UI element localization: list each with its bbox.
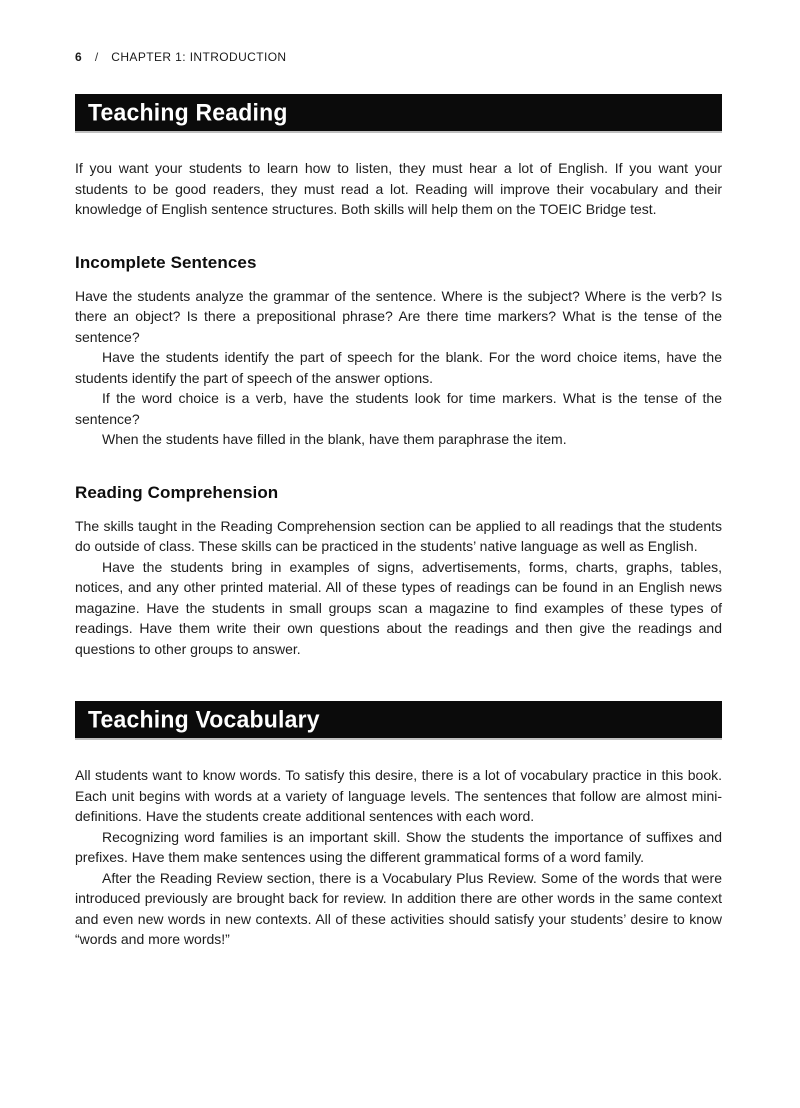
paragraph: Have the students analyze the grammar of the sentence. Where is the subject? Where is the verb? Is there an object? Is there a prepositional phrase? Are there time markers? What is the tense of the sentence?	[75, 287, 722, 345]
paragraph-reading-intro: If you want your students to learn how to listen, they must hear a lot of English. If you want your students to be good readers, they must read a lot. Reading will improve their vocabulary and their knowledge of English sentence structures. Both skills will help them on the TOEIC Bridge test.	[75, 160, 722, 217]
subsection-heading-reading-comprehension: Reading Comprehension	[75, 482, 279, 502]
paragraph: When the students have filled in the blank, have them paraphrase the item.	[102, 431, 567, 447]
section-banner-teaching-vocabulary	[75, 701, 722, 738]
page-header	[75, 50, 722, 64]
paragraph: Have the students identify the part of speech for the blank. For the word choice items, have the students identify the part of speech of the answer options.	[75, 349, 722, 386]
paragraph: The skills taught in the Reading Comprehension section can be applied to all readings that the students do outside of class. These skills can be practiced in the students’ native language as well as English.	[75, 517, 722, 554]
section-teaching-reading	[75, 94, 722, 659]
subsection-heading-incomplete-sentences: Incomplete Sentences	[75, 252, 257, 272]
page-number: 6	[75, 50, 83, 64]
banner-title: Teaching Reading	[88, 98, 288, 126]
banner-title: Teaching Vocabulary	[88, 705, 320, 733]
paragraph: After the Reading Review section, there is a Vocabulary Plus Review. Some of the words that were introduced previously are brought back for review. In addition there are other words in the same context and even new words in new contexts. All of these activities should satisfy your students’ desire to know “words and more words!”	[75, 869, 722, 947]
paragraph: If the word choice is a verb, have the students look for time markers. What is the tense of the sentence?	[75, 390, 722, 427]
paragraph: Recognizing word families is an important skill. Show the students the importance of suffixes and prefixes. Have them make sentences using the different grammatical forms of a word family.	[75, 828, 722, 865]
section-teaching-vocabulary	[75, 701, 722, 950]
paragraph: Have the students bring in examples of signs, advertisements, forms, charts, graphs, tables, notices, and any other printed material. All of these types of readings can be found in an English news magazine. Have the students in small groups scan a magazine to find examples of these types of readings. Have them write their own questions about the readings and then give the readings and questions to other groups to answer.	[75, 558, 722, 657]
header-separator: /	[94, 50, 99, 64]
section-banner-teaching-reading	[75, 94, 722, 131]
paragraph: All students want to know words. To satisfy this desire, there is a lot of vocabulary practice in this book. Each unit begins with words at a variety of language levels. The sentences that follow are almost mini-definitions. Have the students create additional sentences with each word.	[75, 767, 722, 824]
chapter-title: CHAPTER 1: INTRODUCTION	[111, 50, 287, 64]
